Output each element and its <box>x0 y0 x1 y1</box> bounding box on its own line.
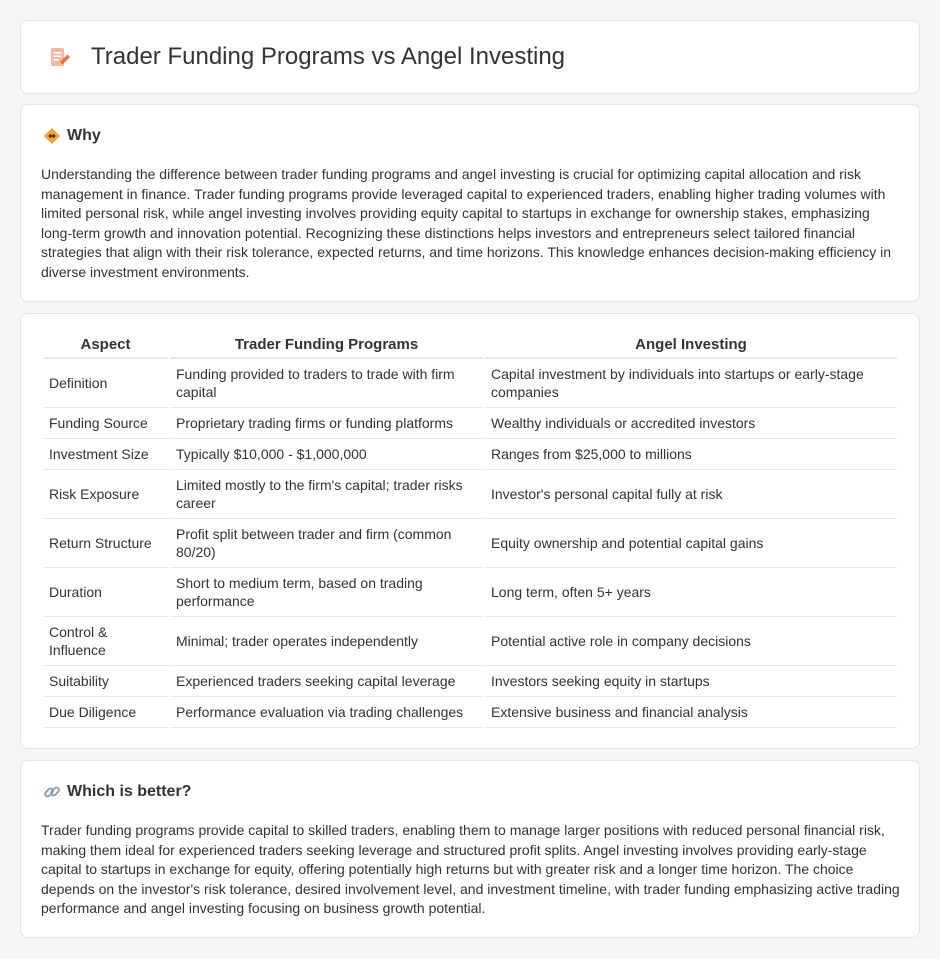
table-row <box>43 408 897 439</box>
table-cell: Risk Exposure <box>43 470 168 519</box>
table-cell: Short to medium term, based on trading performance <box>170 568 483 617</box>
table-cell: Long term, often 5+ years <box>485 568 897 617</box>
table-row <box>43 617 897 666</box>
table-cell: Funding Source <box>43 408 168 439</box>
document-pencil-icon <box>47 45 71 69</box>
link-icon <box>43 783 61 801</box>
table-cell: Profit split between trader and firm (common 80/20) <box>170 519 483 568</box>
better-heading: Which is better? <box>67 783 192 800</box>
diamond-arrows-icon <box>43 127 61 145</box>
table-cell: Experienced traders seeking capital leverage <box>170 666 483 697</box>
header-angel-investing: Angel Investing <box>485 333 897 359</box>
why-heading: Why <box>67 127 101 144</box>
table-cell: Return Structure <box>43 519 168 568</box>
table-cell: Typically $10,000 - $1,000,000 <box>170 439 483 470</box>
table-cell: Equity ownership and potential capital gains <box>485 519 897 568</box>
better-heading-row <box>43 783 191 801</box>
table-cell: Ranges from $25,000 to millions <box>485 439 897 470</box>
table-cell: Capital investment by individuals into startups or early-stage companies <box>485 359 897 408</box>
table-header-row <box>43 333 897 359</box>
why-heading-row <box>43 127 101 145</box>
table-cell: Proprietary trading firms or funding platforms <box>170 408 483 439</box>
table-cell: Minimal; trader operates independently <box>170 617 483 666</box>
table-cell: Control & Influence <box>43 617 168 666</box>
table-cell: Potential active role in company decisions <box>485 617 897 666</box>
table-cell: Investor's personal capital fully at risk <box>485 470 897 519</box>
table-row <box>43 439 897 470</box>
title-card <box>20 20 920 94</box>
better-text: Trader funding programs provide capital to skilled traders, enabling them to manage larger positions with reduced personal financial risk, making them ideal for experienced traders seeking leverage and structured profit splits. Angel investing involves providing early-stage capital to startups in exchange for equity, offering potentially high returns but with greater risk and a longer time horizon. The choice depends on the investor's risk tolerance, desired involvement level, and investment timeline, with trader funding emphasizing active trading performance and angel investing focusing on business growth potential. <box>41 822 900 916</box>
page-title: Trader Funding Programs vs Angel Investing <box>91 43 566 70</box>
table-cell: Investors seeking equity in startups <box>485 666 897 697</box>
why-section <box>20 104 920 302</box>
which-is-better-section <box>20 760 920 938</box>
table-cell: Performance evaluation via trading challenges <box>170 697 483 728</box>
table-row <box>43 470 897 519</box>
table-cell: Duration <box>43 568 168 617</box>
header-trader-funding: Trader Funding Programs <box>170 333 483 359</box>
why-text: Understanding the difference between trader funding programs and angel investing is crucial for optimizing capital allocation and risk management in finance. Trader funding programs provide leveraged capital to experienced traders, enabling higher trading volumes with limited personal risk, while angel investing involves providing equity capital to startups in exchange for ownership stakes, emphasizing long-term growth and innovation potential. Recognizing these distinctions helps investors and entrepreneurs select tailored financial strategies that align with their risk tolerance, expected returns, and time horizons. This knowledge enhances decision-making efficiency in diverse investment environments. <box>41 166 892 280</box>
table-row <box>43 568 897 617</box>
table-cell: Extensive business and financial analysis <box>485 697 897 728</box>
table-row <box>43 697 897 728</box>
header-aspect: Aspect <box>43 333 168 359</box>
table-cell: Wealthy individuals or accredited investors <box>485 408 897 439</box>
table-cell: Investment Size <box>43 439 168 470</box>
table-cell: Limited mostly to the firm's capital; trader risks career <box>170 470 483 519</box>
table-cell: Funding provided to traders to trade with firm capital <box>170 359 483 408</box>
table-cell: Due Diligence <box>43 697 168 728</box>
table-row <box>43 359 897 408</box>
comparison-table <box>41 333 899 728</box>
comparison-card <box>20 313 920 749</box>
table-cell: Definition <box>43 359 168 408</box>
table-row <box>43 519 897 568</box>
table-row <box>43 666 897 697</box>
table-cell: Suitability <box>43 666 168 697</box>
